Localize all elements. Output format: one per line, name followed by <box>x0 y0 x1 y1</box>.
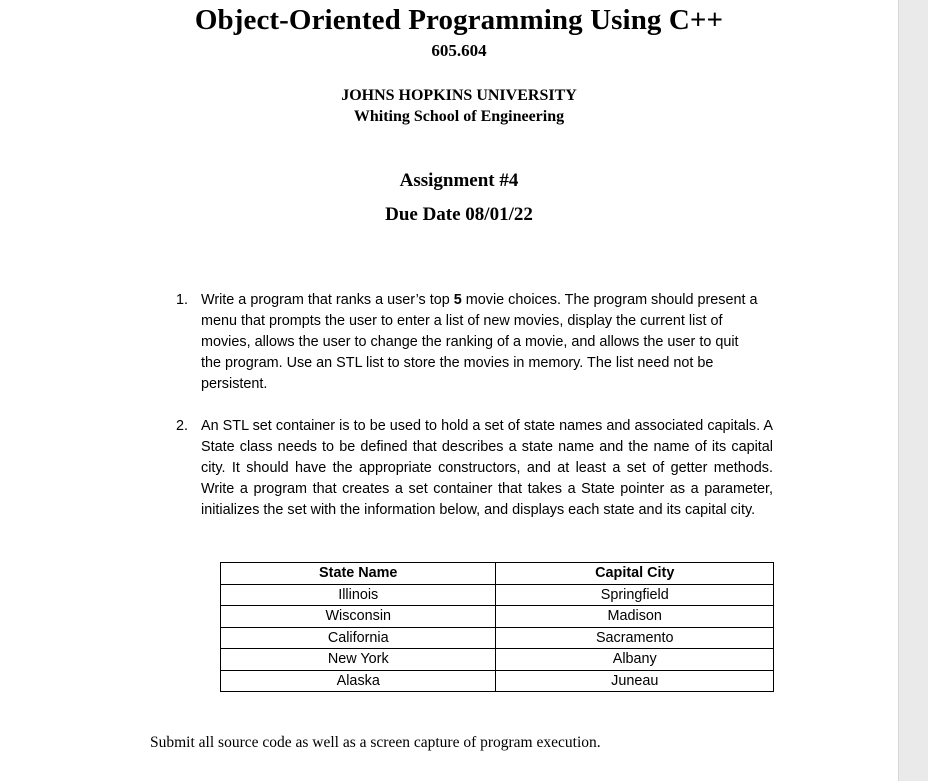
state-cell: Alaska <box>221 670 496 692</box>
table-row <box>221 627 774 649</box>
table-header-row <box>221 563 774 585</box>
table-row <box>221 670 774 692</box>
school-name: Whiting School of Engineering <box>353 108 565 125</box>
course-number: 605.604 <box>431 41 487 60</box>
capital-cell: Juneau <box>496 670 774 692</box>
column-header-capital: Capital City <box>496 563 774 585</box>
table-row <box>221 584 774 606</box>
document-title: Object-Oriented Programming Using C++ <box>194 4 724 36</box>
list-item-number: 1. <box>176 292 189 308</box>
submission-instructions: Submit all source code as well as a screen capture of program execution. <box>150 734 601 751</box>
table-row <box>221 649 774 671</box>
capital-cell: Madison <box>496 606 774 628</box>
list-item-text <box>201 290 761 395</box>
list-item-number: 2. <box>176 418 189 434</box>
capital-cell: Albany <box>496 649 774 671</box>
state-cell: Wisconsin <box>221 606 496 628</box>
due-date: Due Date 08/01/22 <box>385 204 533 225</box>
state-capital-table <box>220 562 774 692</box>
item-bold-number: 5 <box>453 292 462 308</box>
capital-cell: Springfield <box>496 584 774 606</box>
list-item-text: An STL set container is to be used to hold a set of state names and associated capitals. A State class needs to be defined that describes a state name and the name of its capital city. It should have the appropriate constructors, and at least a set of getter methods. Write a program that creates a set container that takes a State pointer as a parameter, initializes the set with the information below, and displays each state and its capital city. <box>201 418 773 518</box>
university-name: JOHNS HOPKINS UNIVERSITY <box>341 87 577 104</box>
state-cell: Illinois <box>221 584 496 606</box>
state-cell: New York <box>221 649 496 671</box>
item-text-part: Write a program that ranks a user’s top <box>201 292 454 308</box>
column-header-state: State Name <box>221 563 496 585</box>
capital-cell: Sacramento <box>496 627 774 649</box>
assignment-heading: Assignment #4 <box>399 170 519 191</box>
state-cell: California <box>221 627 496 649</box>
table-row <box>221 606 774 628</box>
item-text-part: movie choices. The program should present a menu that prompts the user to enter a list of new movies, display the current list of movies, allows the user to change the ranking of a movie, and allows the user to quit the program. Use an STL list to store the movies in memory. The list need not be persistent. <box>201 292 758 392</box>
